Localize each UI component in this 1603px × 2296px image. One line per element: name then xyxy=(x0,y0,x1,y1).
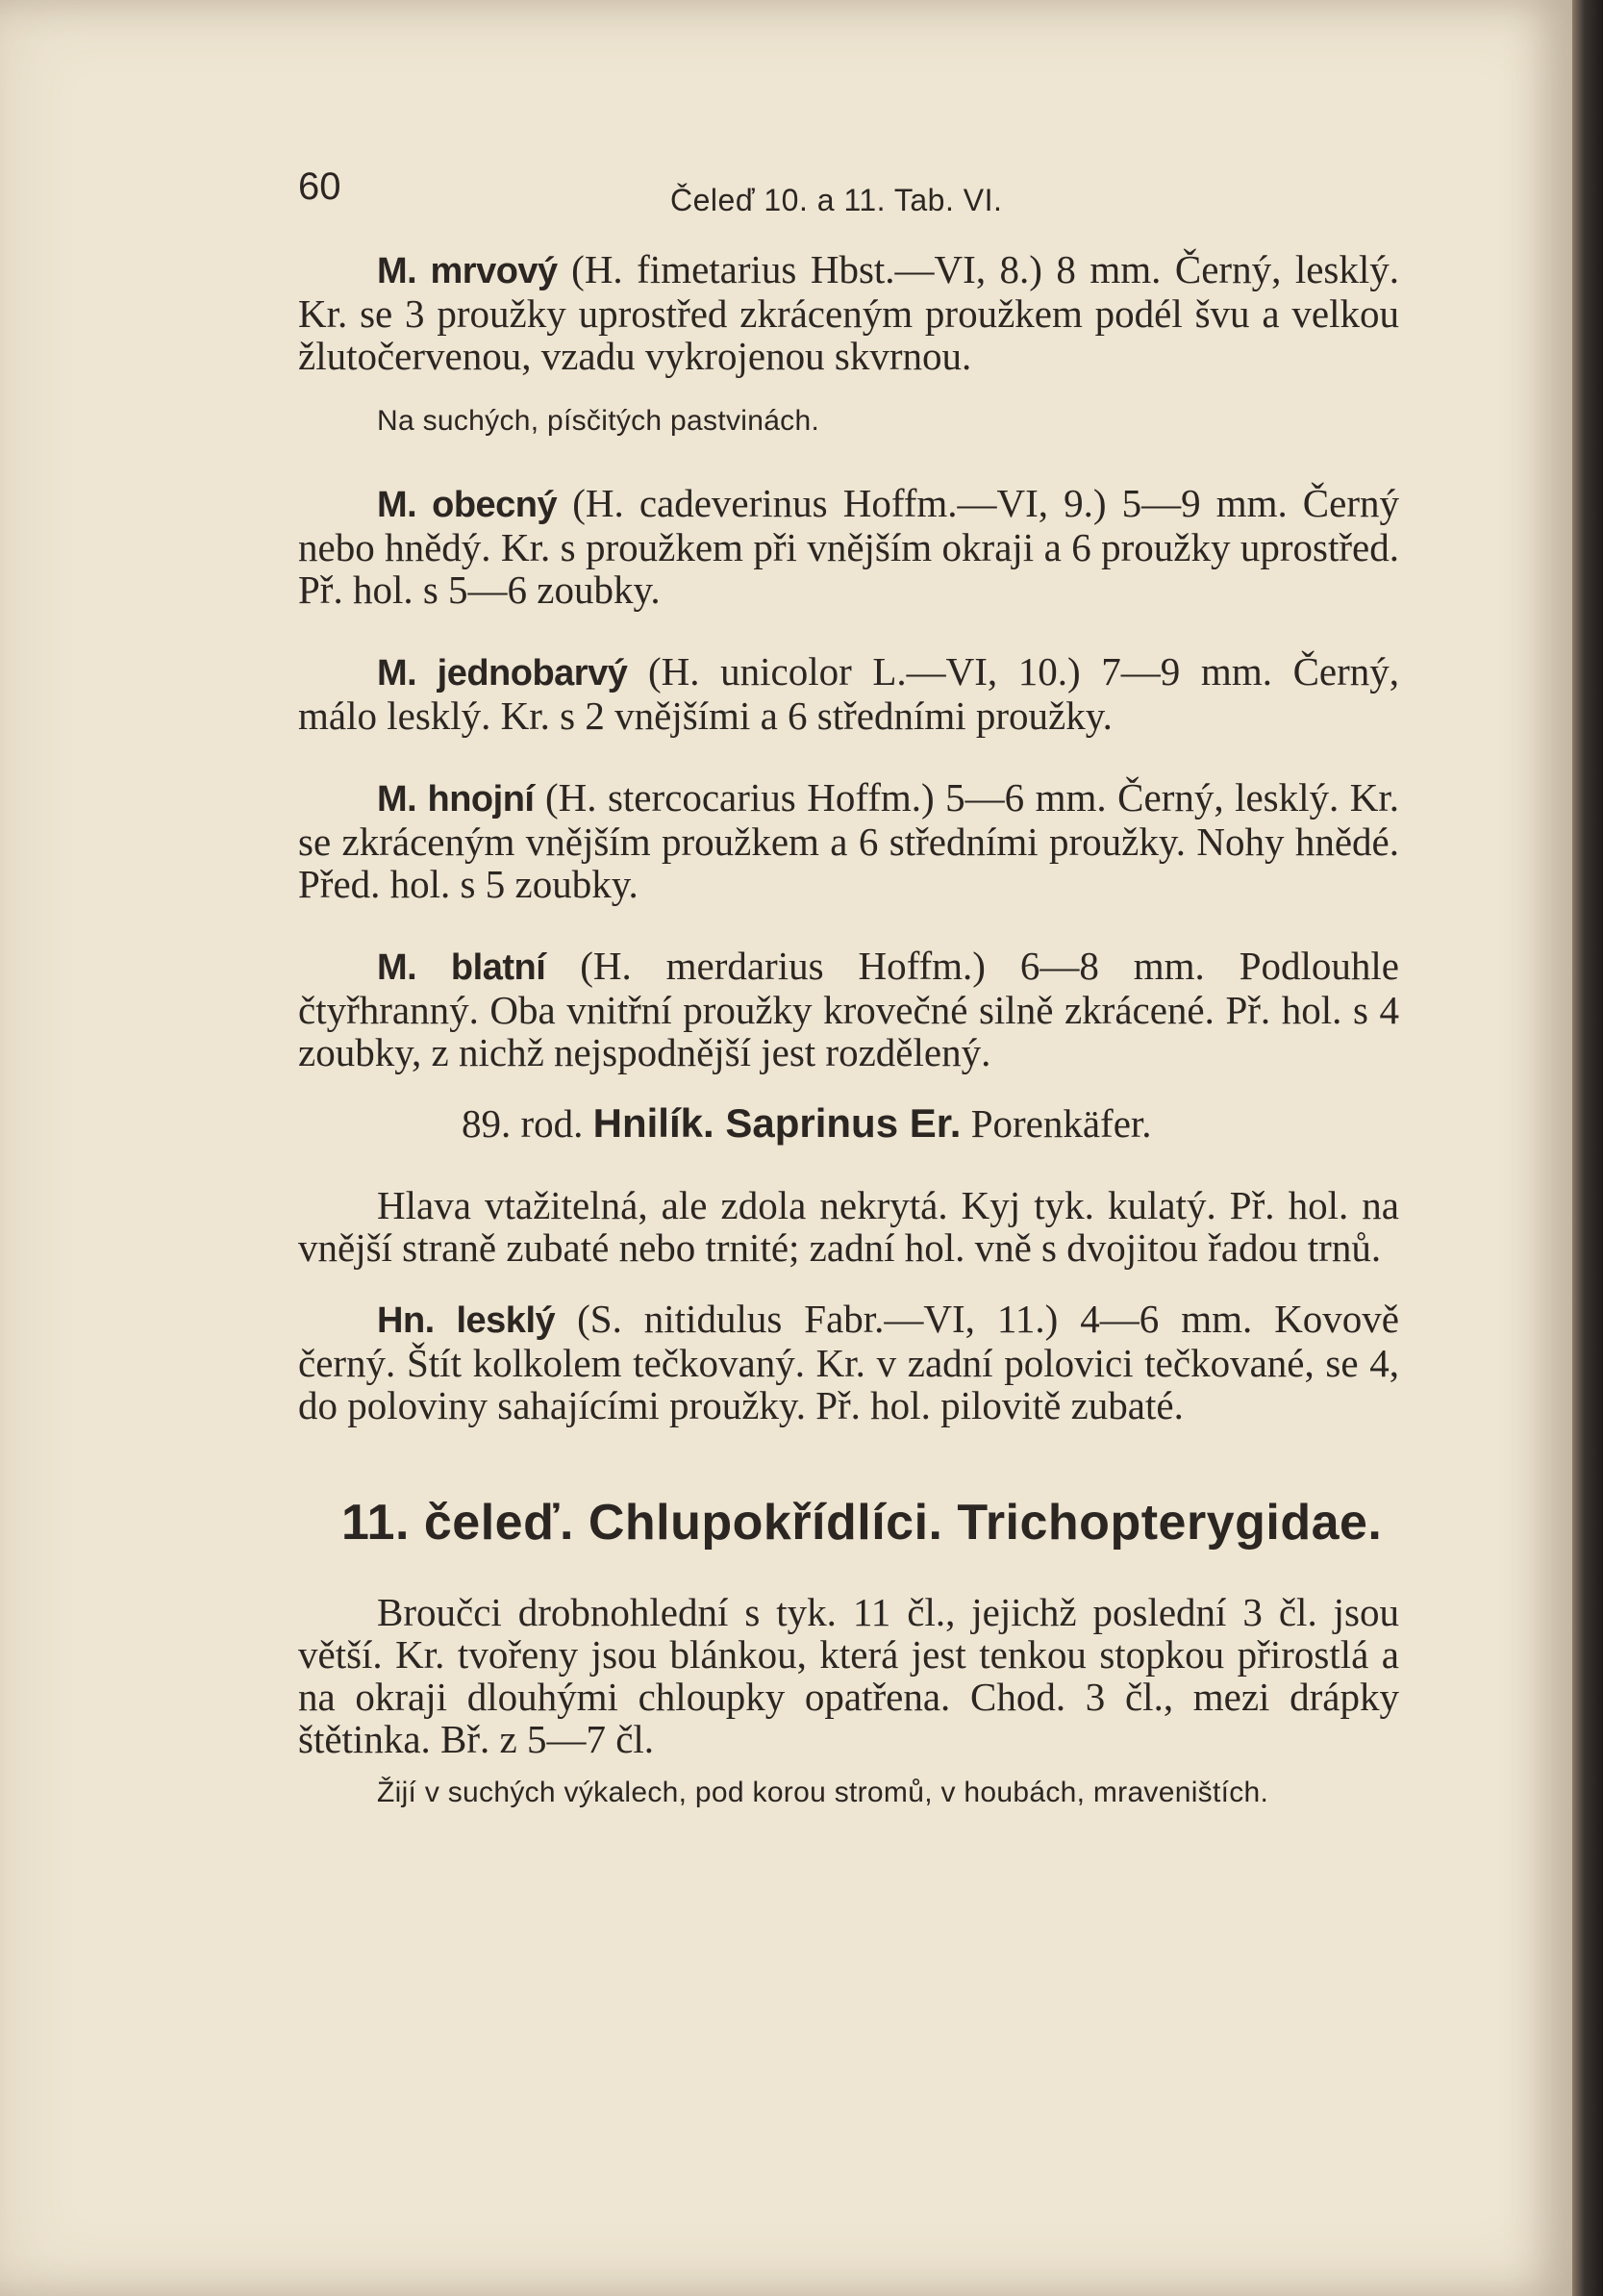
species-entry-jednobarvy xyxy=(298,650,1399,737)
species-description: (H. merdarius Hoffm.) 6—8 mm. Podlouhle čtyřhranný. Oba vnitřní proužky krovečné silně zkrácené. Př. hol. s 4 zoubky, z nichž nejspodnější jest rozdělený. xyxy=(298,944,1399,1074)
species-description: (H. cadeverinus Hoffm.—VI, 9.) 5—9 mm. Černý nebo hnědý. Kr. s proužkem při vnějším okraji a 6 proužky uprostřed. Př. hol. s 5—6 zoubky. xyxy=(298,481,1400,612)
species-description: (H. fimetarius Hbst.—VI, 8.) 8 mm. Černý, lesklý. Kr. se 3 proužky uprostřed zkráceným proužkem podél švu a velkou žlutočervenou, vzadu vykrojenou skvrnou. xyxy=(298,247,1399,378)
species-description: (H. stercocarius Hoffm.) 5—6 mm. Černý, lesklý. Kr. se zkráceným vnějším proužkem a 6 středními proužky. Nohy hnědé. Před. hol. s 5 zoubky. xyxy=(298,775,1399,906)
species-name: M. mrvový xyxy=(377,251,558,291)
family-heading: 11. čeleď. Chlupokřídlíci. Trichopterygidae. xyxy=(341,1495,1383,1551)
genus-name: Hnilík. Saprinus Er. xyxy=(592,1100,962,1146)
genus-heading xyxy=(462,1102,1399,1145)
page-content xyxy=(298,154,1399,1814)
species-entry-leskly xyxy=(298,1298,1399,1426)
species-entry-hnojni xyxy=(298,776,1399,905)
habitat-note: Na suchých, písčitých pastvinách. xyxy=(377,405,820,437)
species-entry-obecny xyxy=(298,482,1399,611)
species-entry-mrvovy xyxy=(298,248,1399,377)
family-habitat-note: Žijí v suchých výkalech, pod korou stromů, v houbách, mraveništích. xyxy=(377,1777,1269,1808)
species-description: (S. nitidulus Fabr.—VI, 11.) 4—6 mm. Kovově černý. Štít kolkolem tečkovaný. Kr. v zadní polovici tečkované, se 4, do poloviny sahajícími proužky. Př. hol. pilovitě zubaté. xyxy=(298,1297,1399,1427)
species-name: M. blatní xyxy=(377,947,546,988)
genus-number: 89. rod. xyxy=(462,1101,584,1146)
species-entry-blatni xyxy=(298,945,1399,1073)
genus-description: Hlava vtažitelná, ale zdola nekrytá. Kyj tyk. kulatý. Př. hol. na vnější straně zubaté nebo trnité; zadní hol. vně s dvojitou řadou trnů. xyxy=(298,1183,1399,1270)
page-header xyxy=(298,154,1399,231)
species-name: M. hnojní xyxy=(377,779,535,820)
species-name: Hn. lesklý xyxy=(377,1300,556,1341)
species-description: (H. unicolor L.—VI, 10.) 7—9 mm. Černý, málo lesklý. Kr. s 2 vnějšími a 6 středními proužky. xyxy=(298,649,1400,738)
genus-german-name: Porenkäfer. xyxy=(970,1101,1152,1146)
page-number: 60 xyxy=(298,165,341,208)
running-head: Čeleď 10. a 11. Tab. VI. xyxy=(670,183,1003,217)
species-name: M. jednobarvý xyxy=(377,653,628,694)
family-description: Broučci drobnohlední s tyk. 11 čl., jejichž poslední 3 čl. jsou větší. Kr. tvořeny jsou blánkou, která jest tenkou stopkou přirostlá a na okraji dlouhými chloupky opatřena. Chod. 3 čl., mezi drápky štětinka. Bř. z 5—7 čl. xyxy=(298,1590,1399,1761)
book-spine xyxy=(1572,0,1603,2296)
species-name: M. obecný xyxy=(377,485,558,525)
